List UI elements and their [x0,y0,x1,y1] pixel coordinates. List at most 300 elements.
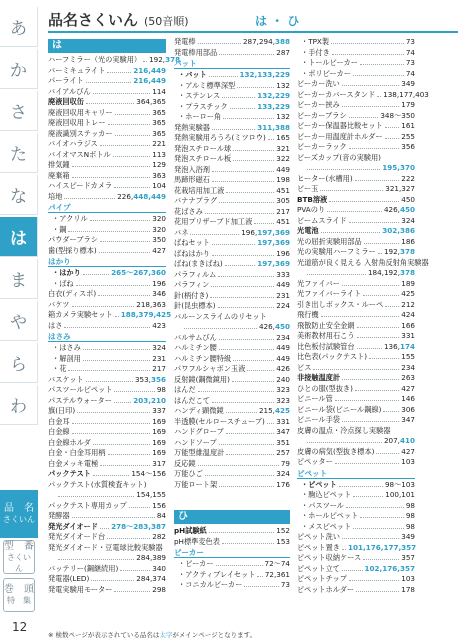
index-entry[interactable] [174,280,290,291]
leader-dots [376,448,399,454]
index-entry[interactable] [48,543,166,554]
index-entry[interactable] [297,447,415,458]
entry-pages [276,217,290,228]
entry-pages [257,123,290,134]
leader-dots [356,586,399,592]
index-entry[interactable] [48,310,172,321]
index-entry[interactable] [174,375,290,386]
index-entry[interactable] [297,37,415,48]
index-entry[interactable] [297,342,415,353]
side-section-3[interactable] [3,578,35,612]
index-entry[interactable] [48,427,166,438]
entry-name: ビーカーブラシ [297,110,347,120]
entry-name: 排気鐘 [48,160,70,169]
index-entry[interactable] [174,364,290,375]
entry-name: バイオマスNボトル [48,149,111,159]
entry-pages-plain: 353, [134,374,151,384]
entry-pages-plain: 231 [276,290,290,300]
index-entry[interactable] [174,112,290,123]
entry-name: pH標準変色表 [174,536,220,546]
entry-pages-plain: 79 [280,458,290,468]
index-entry[interactable] [174,48,290,59]
entry-name: 半透膜(セルロースチューブ) [174,416,265,426]
index-entry[interactable] [174,427,290,438]
entry-pages [152,427,166,438]
entry-name: 比色板付試験管台 [297,341,355,351]
index-entry[interactable] [48,564,166,575]
index-entry[interactable] [297,457,415,468]
index-entry[interactable] [174,526,290,537]
leader-dots [115,311,119,317]
index-entry[interactable] [297,153,415,164]
index-entry[interactable] [297,384,415,395]
side-section-2[interactable] [3,540,35,574]
index-entry[interactable] [297,58,415,69]
entry-pages-plain: 196, [241,227,258,237]
index-entry[interactable] [174,186,290,197]
leader-dots [72,418,151,424]
index-entry[interactable] [48,501,166,512]
leader-dots [342,280,399,286]
index-entry[interactable] [48,279,166,290]
index-entry[interactable] [48,417,166,428]
index-entry[interactable] [48,225,166,236]
entry-name: 廃液回収缶 [48,97,84,106]
index-entry[interactable] [48,192,166,203]
entry-name: 比色表(パックテスト) [297,352,368,361]
side-section-line2: 特 集 [7,596,31,606]
entry-pages [133,396,166,407]
index-entry[interactable] [297,373,415,384]
entry-name: 美術教材用石こう [297,331,355,340]
index-entry[interactable] [297,436,415,447]
index-entry[interactable] [48,181,166,192]
index-entry[interactable] [174,123,290,134]
entry-pages [401,405,415,416]
leader-dots [353,523,404,529]
index-entry[interactable] [48,585,166,596]
entry-pages [276,448,290,459]
leader-dots [335,395,399,401]
index-tab-3[interactable]: さ [0,91,38,131]
index-entry[interactable] [174,580,290,591]
leader-dots [342,374,399,380]
index-entry[interactable] [174,37,290,48]
entry-name: ・アルミ標準深型 [178,80,236,90]
index-entry[interactable] [48,490,166,501]
entry-pages-plain: 255 [401,131,415,141]
index-entry[interactable] [48,385,166,396]
index-entry[interactable] [297,195,415,206]
leader-dots [115,130,151,136]
index-entry[interactable] [48,480,166,491]
entry-name: ハーフミラー（光の実験用） [48,55,142,64]
index-entry[interactable] [297,216,415,227]
leader-dots [342,80,400,86]
index-entry[interactable] [297,100,415,111]
entry-pages [401,121,415,132]
entry-pages [384,247,415,258]
index-entry[interactable] [48,97,166,108]
index-entry[interactable] [48,343,166,354]
leader-dots [225,260,256,266]
index-entry[interactable] [297,205,415,216]
index-entry[interactable] [297,543,415,554]
index-entry[interactable] [174,559,290,570]
index-entry[interactable] [297,132,415,143]
entry-pages [276,375,290,386]
entry-name: ・はさみ [52,343,81,352]
leader-dots [233,155,274,161]
index-entry[interactable] [48,150,166,161]
index-entry[interactable] [297,89,429,101]
index-entry[interactable] [297,247,415,258]
entry-pages [111,522,166,533]
index-entry[interactable] [297,142,415,153]
entry-name: ・TPX製 [301,37,330,46]
leader-dots [355,175,400,181]
entry-pages [152,225,166,236]
leader-dots [86,77,132,83]
index-entry[interactable] [174,228,290,239]
index-entry[interactable] [48,66,166,77]
index-entry[interactable] [48,459,166,470]
leader-dots [58,491,134,497]
index-tab-8[interactable]: や [0,301,38,341]
leader-dots [233,355,274,361]
leader-dots [72,428,151,434]
entry-pages [243,37,290,48]
entry-name: 廃液識別ステッカー [48,128,113,138]
index-entry[interactable] [48,354,166,365]
entry-pages-main: 133,229 [257,101,290,111]
leader-dots [342,101,400,107]
index-tab-2[interactable]: か [0,49,38,89]
index-entry[interactable] [174,165,290,176]
index-entry[interactable] [48,289,166,300]
index-entry[interactable] [174,396,290,407]
leader-dots [219,344,275,350]
index-entry[interactable] [297,79,415,90]
leader-dots [353,70,404,76]
entry-pages [152,448,166,459]
index-entry[interactable] [174,570,290,581]
index-entry[interactable] [297,331,415,342]
index-entry[interactable] [297,426,415,437]
leader-dots [93,439,150,445]
index-tab-7[interactable]: ま [0,259,38,299]
index-entry[interactable] [174,175,290,186]
entry-name: ・花 [52,364,67,373]
leader-dots [360,512,404,518]
index-entry[interactable] [174,81,290,92]
entry-pages-plain: 320 [152,224,166,234]
index-entry[interactable] [48,553,166,564]
leader-dots [212,176,274,182]
leader-dots [342,533,399,539]
index-entry[interactable] [297,163,415,174]
entry-pages-main: 101,176,177,357 [347,542,417,552]
index-tab-1[interactable]: あ [0,7,38,47]
entry-name: 引き出しボックス・ルーペ [297,299,384,309]
leader-dots [385,301,399,307]
index-entry[interactable] [297,352,415,363]
entry-pages [276,333,290,344]
index-entry[interactable] [174,537,290,548]
index-entry[interactable] [174,406,290,417]
index-entry[interactable] [48,139,166,150]
index-entry[interactable] [297,564,415,575]
index-entry[interactable] [297,48,415,59]
index-entry[interactable] [48,214,166,225]
leader-dots [98,290,150,296]
index-entry[interactable] [174,249,290,260]
leader-dots [226,449,274,455]
index-entry[interactable] [174,469,290,480]
index-entry[interactable] [297,184,415,195]
index-entry[interactable] [48,268,166,279]
leader-dots [107,533,150,539]
index-entry[interactable] [48,532,166,543]
index-entry[interactable] [174,333,290,344]
entry-pages [136,300,166,311]
index-entry[interactable] [48,300,166,311]
index-entry[interactable] [297,257,429,269]
index-entry[interactable] [297,394,415,405]
index-entry[interactable] [174,102,290,113]
entry-pages-plain: 324 [401,215,415,225]
index-entry[interactable] [48,396,166,407]
index-entry[interactable] [48,76,166,87]
index-entry[interactable] [48,522,166,533]
index-entry[interactable] [174,354,290,365]
leader-dots [212,250,274,256]
entry-pages [401,363,415,374]
index-entry[interactable] [297,310,415,321]
entry-name: ・ホーロー角 [178,112,222,121]
index-entry[interactable] [48,118,166,129]
entry-name: 発光ダイオード・豆電球比較実験器 [48,542,163,552]
index-entry[interactable] [297,321,415,332]
index-entry[interactable] [174,196,290,207]
entry-pages [385,490,415,501]
index-tab-column [0,0,42,644]
index-tab-5[interactable]: な [0,175,38,215]
index-entry[interactable] [297,237,415,248]
entry-pages [406,37,415,48]
index-entry[interactable] [48,469,166,480]
index-entry[interactable] [48,246,166,257]
index-entry[interactable] [48,438,166,449]
entry-pages-plain: 72〜74 [264,559,290,568]
entry-pages-plain: 103 [401,574,415,583]
index-entry[interactable] [297,268,415,279]
index-entry[interactable] [174,217,290,228]
entry-pages [276,249,290,260]
index-entry[interactable] [297,279,415,290]
index-entry[interactable] [174,448,290,459]
entry-pages [401,574,415,585]
index-entry[interactable] [174,70,290,81]
index-entry[interactable] [297,226,415,237]
entry-pages-plain: 136, [383,341,400,351]
leader-dots [223,113,274,119]
entry-pages-main: 378 [399,268,415,277]
leader-dots [349,112,379,118]
index-entry[interactable] [48,511,166,522]
leader-dots [212,124,255,130]
index-entry[interactable] [174,291,290,302]
index-tab-4[interactable]: た [0,133,38,173]
leader-dots [346,502,404,508]
entry-pages-main: 197,369 [257,238,290,247]
side-section-line2: さくいん [7,553,31,573]
entry-pages-plain: 322 [276,154,290,163]
index-entry[interactable] [297,111,415,122]
entry-pages-plain: 449 [276,280,290,289]
index-entry[interactable] [48,321,166,332]
index-entry[interactable] [297,69,415,80]
index-entry[interactable] [174,438,290,449]
entry-pages [276,186,290,197]
entry-name: ばね(まきばね) [174,259,223,268]
index-entry[interactable] [297,405,415,416]
entry-pages-plain: 357 [401,553,415,562]
leader-dots [357,322,400,328]
index-entry[interactable] [48,448,166,459]
entry-name: パスツールピペット [48,385,113,394]
entry-pages [276,417,290,428]
index-entry[interactable] [174,207,290,218]
index-entry[interactable] [174,312,290,323]
entry-pages [385,184,415,195]
side-section-line2: さくいん [3,515,35,525]
index-entry[interactable] [48,129,166,140]
page-subtitle: (50音順) [144,15,189,28]
index-entry[interactable] [48,364,166,375]
entry-pages-plain: 74 [405,68,415,78]
entry-pages [265,559,290,570]
index-entry[interactable] [48,574,166,585]
entry-name: 非接触温度計 [297,373,341,382]
index-tab-6[interactable]: は [0,217,38,257]
entry-pages-plain: 349 [401,532,415,541]
entry-pages-plain: 104 [152,181,166,190]
index-entry[interactable] [48,171,166,182]
leader-dots [143,56,147,62]
index-entry[interactable] [174,259,290,270]
index-entry[interactable] [174,417,290,428]
index-entry[interactable] [297,522,415,533]
index-entry[interactable] [48,235,166,246]
entry-pages [365,564,415,575]
index-entry[interactable] [48,55,181,66]
letter-heading: ひ [174,510,290,524]
index-tab-9[interactable]: ら [0,343,38,383]
leader-dots [364,238,400,244]
entry-pages [240,70,290,81]
entry-pages [152,438,166,449]
index-entry[interactable] [297,415,415,426]
leader-dots [233,145,274,151]
entry-pages-plain: 298 [152,584,166,594]
entry-pages [152,246,166,257]
index-entry[interactable] [48,160,166,171]
entry-pages [152,459,166,470]
leader-dots [58,554,134,560]
index-entry[interactable] [174,343,290,354]
index-entry[interactable] [297,490,415,501]
index-entry[interactable] [48,406,166,417]
entry-pages-plain: 263 [401,373,415,382]
index-entry[interactable] [174,459,290,470]
entry-pages [401,394,415,405]
index-entry[interactable] [174,154,290,165]
index-entry[interactable] [297,501,415,512]
index-entry[interactable] [297,532,415,543]
index-entry[interactable] [174,270,290,281]
entry-pages [276,112,290,123]
index-entry[interactable] [174,301,290,312]
index-entry[interactable] [297,174,415,185]
index-entry[interactable] [297,480,415,491]
entry-pages [276,196,290,207]
entry-name: はんだ [174,385,196,394]
index-entry[interactable] [174,322,290,333]
leader-dots [339,481,383,487]
entry-pages-main: 188,379,425 [120,310,172,319]
entry-name: バケツ [48,299,70,309]
entry-pages-plain: 234 [401,362,415,372]
leader-dots [205,470,275,476]
entry-name: 反射鏡(鋼微鏡用) [174,374,230,384]
index-entry[interactable] [297,289,415,300]
index-entry[interactable] [297,585,415,596]
side-section-line1: 品 名 [4,503,34,515]
index-tab-10[interactable]: わ [0,385,38,425]
entry-pages-plain: 348〜350 [380,110,415,120]
entry-pages-plain: 132 [276,112,290,121]
index-entry[interactable] [297,511,415,522]
index-entry[interactable] [297,121,415,132]
entry-pages [385,480,415,491]
index-entry[interactable] [297,553,415,564]
index-entry[interactable] [48,375,166,386]
index-entry[interactable] [174,238,290,249]
leader-dots [363,554,399,560]
leader-dots [114,386,154,392]
index-entry[interactable] [48,108,166,119]
index-entry[interactable] [174,144,290,155]
side-section-1[interactable] [0,490,38,538]
group-heading: ピペット [297,468,415,479]
entry-name: 白金・白金耳用柄 [48,448,106,457]
entry-pages [401,100,415,111]
entry-name: バーミキュライト [48,65,106,75]
index-entry[interactable] [174,385,290,396]
index-entry[interactable] [297,574,415,585]
index-entry[interactable] [297,300,415,311]
entry-pages [121,310,171,321]
index-entry[interactable] [48,87,166,98]
index-entry[interactable] [174,133,290,144]
leader-dots [113,151,151,157]
index-entry[interactable] [174,91,290,102]
index-entry[interactable] [297,363,415,374]
entry-name: ・プラスチック [178,101,228,111]
leader-dots [83,269,109,275]
index-entry[interactable] [174,480,290,491]
